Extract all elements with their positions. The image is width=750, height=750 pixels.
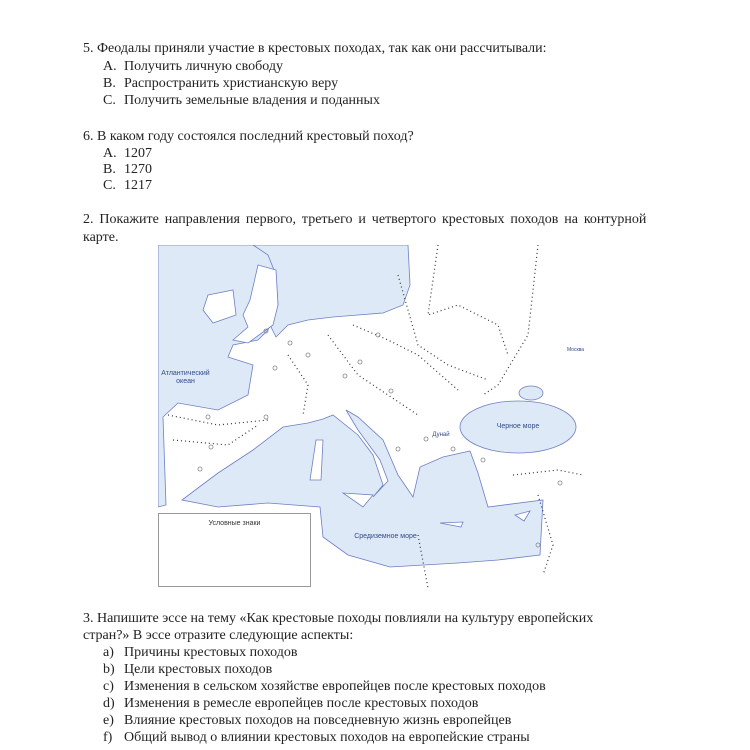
task-3-item-b <box>103 661 272 678</box>
map-legend-box <box>158 513 311 587</box>
item-marker: d) <box>103 696 115 711</box>
item-text: Причины крестовых походов <box>124 645 298 660</box>
item-text: Влияние крестовых походов на повседневную жизнь европейцев <box>124 713 512 728</box>
q6-option-b <box>103 161 152 178</box>
task-2-line-2: карте. <box>83 230 119 245</box>
task-2-line-1: 2. Покажите направления первого, третьего и четвертого крестовых походов на контурной <box>83 212 647 227</box>
item-marker: a) <box>103 645 114 660</box>
item-text: Общий вывод о влиянии крестовых походов на европейские страны <box>124 730 530 745</box>
q6-option-a <box>103 145 152 162</box>
task-3-item-d <box>103 695 478 712</box>
option-text: Получить земельные владения и поданных <box>124 93 380 108</box>
item-text: Изменения в ремесле европейцев после крестовых походов <box>124 696 479 711</box>
option-text: 1270 <box>124 162 152 177</box>
legend-title: Условные знаки <box>208 520 261 527</box>
item-marker: b) <box>103 662 115 677</box>
task-3-item-a <box>103 644 298 661</box>
option-marker: B. <box>103 162 116 177</box>
option-marker: A. <box>103 146 117 161</box>
option-text: 1217 <box>124 178 152 193</box>
question-5: 5. Феодалы приняли участие в крестовых походах, так как они рассчитывали: <box>83 41 547 56</box>
q5-option-a <box>103 58 283 75</box>
mediterranean-label: Средиземное море <box>354 533 417 540</box>
task-3-line-2: стран?» В эссе отразите следующие аспекты: <box>83 628 354 643</box>
item-marker: c) <box>103 679 114 694</box>
sea-of-azov-shape <box>519 386 543 400</box>
question-6: 6. В каком году состоялся последний крестовый поход? <box>83 129 414 144</box>
task-3-item-f <box>103 729 530 746</box>
q5-option-c <box>103 92 380 109</box>
black-sea-label: Черное море <box>496 423 540 430</box>
danube-label: Дунай <box>432 432 450 438</box>
q6-option-c <box>103 177 152 194</box>
option-marker: C. <box>103 178 116 193</box>
q5-option-b <box>103 75 338 92</box>
item-marker: e) <box>103 713 114 728</box>
option-text: Распространить христианскую веру <box>124 76 339 91</box>
option-text: Получить личную свободу <box>124 59 283 74</box>
task-3-item-e <box>103 712 511 729</box>
option-marker: B. <box>103 76 116 91</box>
option-marker: A. <box>103 59 117 74</box>
task-3-item-c <box>103 678 546 695</box>
item-text: Цели крестовых походов <box>124 662 273 677</box>
moscow-label: Москва <box>566 347 585 353</box>
item-marker: f) <box>103 730 113 745</box>
atlantic-ocean-label: Атлантический океан <box>161 370 210 385</box>
task-3-line-1: 3. Напишите эссе на тему «Как крестовые походы повлияли на культуру европейских <box>83 611 594 626</box>
option-marker: C. <box>103 93 116 108</box>
item-text: Изменения в сельском хозяйстве европейцев после крестовых походов <box>124 679 546 694</box>
option-text: 1207 <box>124 146 152 161</box>
